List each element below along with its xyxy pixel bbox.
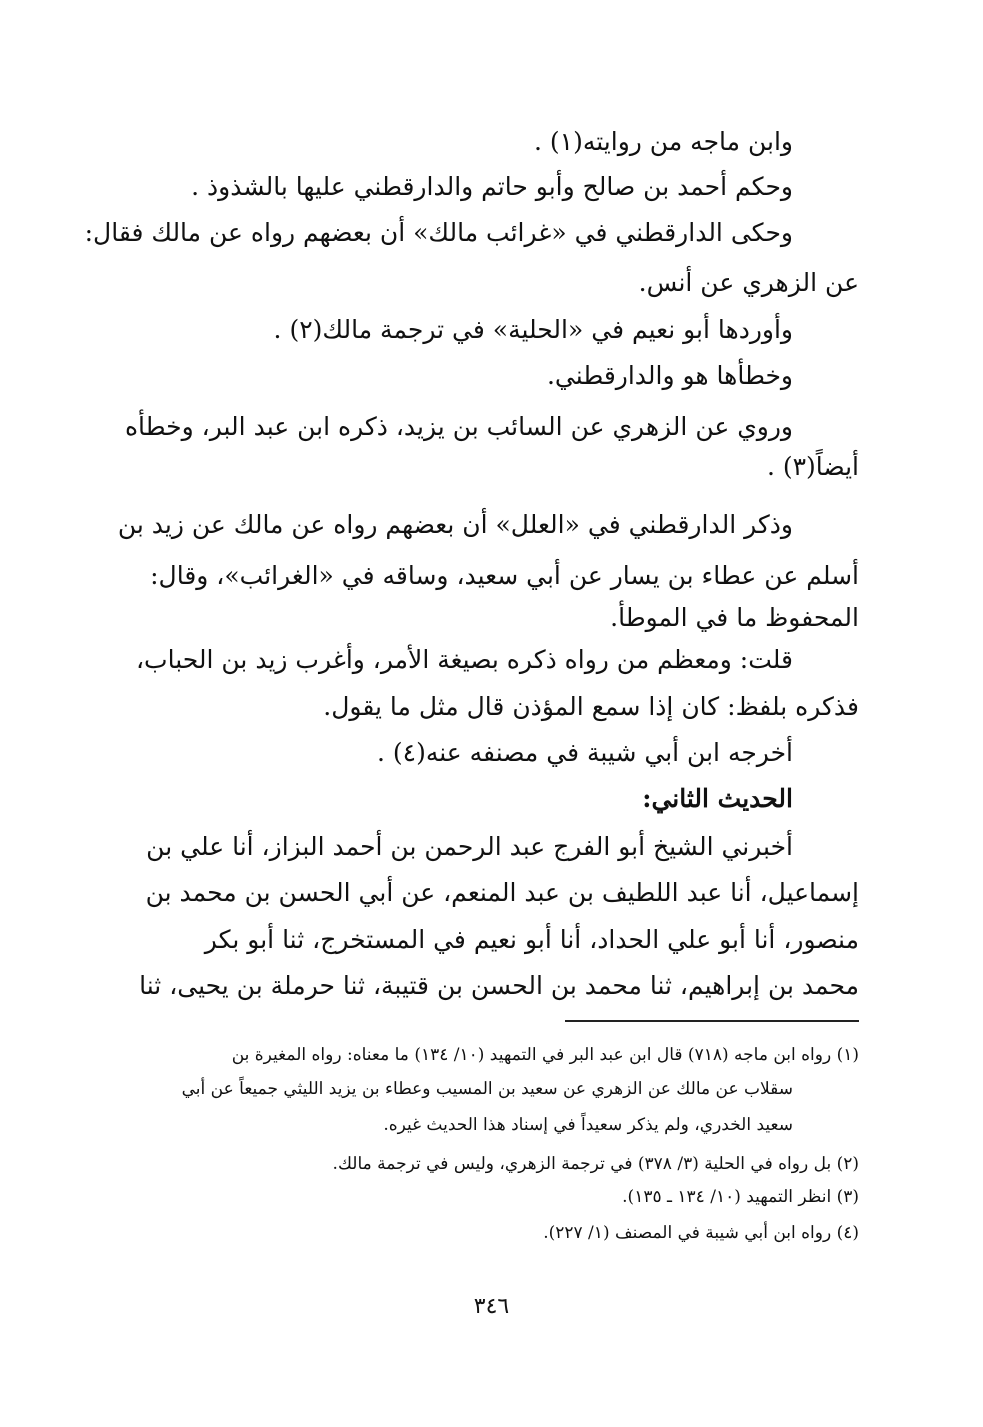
text-line: وحكم أحمد بن صالح وأبو حاتم والدارقطني عليها بالشذوذ . xyxy=(191,172,793,201)
text-line: أخبرني الشيخ أبو الفرج عبد الرحمن بن أحمد البزاز، أنا علي بن xyxy=(146,832,793,861)
text-line: وحكى الدارقطني في «غرائب مالك» أن بعضهم رواه عن مالك فقال: xyxy=(84,218,793,247)
footnote-line: (١) رواه ابن ماجه (٧١٨) قال ابن عبد البر في التمهيد (١٠/ ١٣٤) ما معناه: رواه المغيرة بن xyxy=(231,1045,859,1065)
text-line: وابن ماجه من روايته(١) . xyxy=(534,127,793,156)
footnote-line: (٢) بل رواه في الحلية (٣/ ٣٧٨) في ترجمة الزهري، وليس في ترجمة مالك. xyxy=(332,1154,859,1174)
footnote-line: (٣) انظر التمهيد (١٠/ ١٣٤ ـ ١٣٥). xyxy=(622,1187,859,1207)
text-line: أيضاً(٣) . xyxy=(766,452,859,481)
section-heading: الحديث الثاني: xyxy=(642,784,793,813)
text-line: وخطأها هو والدارقطني. xyxy=(546,361,793,390)
text-line: أخرجه ابن أبي شيبة في مصنفه عنه(٤) . xyxy=(376,738,793,767)
text-line: أسلم عن عطاء بن يسار عن أبي سعيد، وساقه في «الغرائب»، وقال: xyxy=(150,561,859,590)
text-line: إسماعيل، أنا عبد اللطيف بن عبد المنعم، عن أبي الحسن بن محمد بن xyxy=(145,878,859,907)
footnote-line: (٤) رواه ابن أبي شيبة في المصنف (١/ ٢٢٧). xyxy=(543,1223,859,1243)
text-line: وذكر الدارقطني في «العلل» أن بعضهم رواه عن مالك عن زيد بن xyxy=(117,510,793,539)
footnote-divider xyxy=(565,1020,859,1022)
page-number: ٣٤٦ xyxy=(473,1294,510,1319)
text-line: وأوردها أبو نعيم في «الحلية» في ترجمة مالك(٢) . xyxy=(273,315,793,344)
text-line: محمد بن إبراهيم، ثنا محمد بن الحسن بن قتيبة، ثنا حرملة بن يحيى، ثنا xyxy=(139,971,859,1000)
footnote-line: سعيد الخدري، ولم يذكر سعيداً في إسناد هذا الحديث غيره. xyxy=(383,1115,793,1135)
text-line: فذكره بلفظ: كان إذا سمع المؤذن قال مثل ما يقول. xyxy=(323,692,859,721)
text-line: المحفوظ ما في الموطأ. xyxy=(610,603,859,632)
text-line: منصور، أنا أبو علي الحداد، أنا أبو نعيم في المستخرج، ثنا أبو بكر xyxy=(204,925,859,954)
text-line: قلت: ومعظم من رواه ذكره بصيغة الأمر، وأغرب زيد بن الحباب، xyxy=(135,645,793,674)
text-line: عن الزهري عن أنس. xyxy=(638,268,859,297)
text-line: وروي عن الزهري عن السائب بن يزيد، ذكره ابن عبد البر، وخطأه xyxy=(124,412,793,441)
footnote-line: سقلاب عن مالك عن الزهري عن سعيد بن المسيب وعطاء بن يزيد الليثي جميعاً عن أبي xyxy=(181,1079,793,1099)
